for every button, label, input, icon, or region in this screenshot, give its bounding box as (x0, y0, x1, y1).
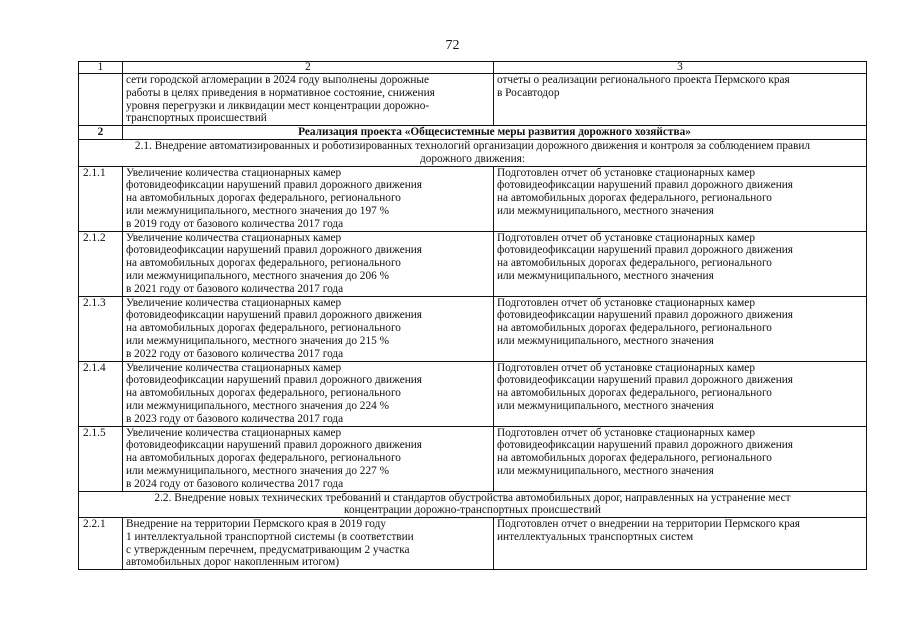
row-result: Подготовлен отчет об установке стационарных камер фотовидеофиксации нарушений правил дорожного движения на автомобильных дорогах федерального, регионального или межмуниципального, местного значения (494, 296, 867, 361)
section-title: Реализация проекта «Общесистемные меры развития дорожного хозяйства» (123, 126, 867, 140)
row-number: 2.2.1 (79, 518, 123, 570)
row-description: Увеличение количества стационарных камер фотовидеофиксации нарушений правил дорожного движения на автомобильных дорогах федерального, регионального или межмуниципального, местного значения до 215 % в 2022 году от базового количества 2017 года (123, 296, 494, 361)
header-col-2: 2 (123, 62, 494, 74)
row-result: Подготовлен отчет об установке стационарных камер фотовидеофиксации нарушений правил дорожного движения на автомобильных дорогах федерального, регионального или межмуниципального, местного значения (494, 426, 867, 491)
row-number: 2.1.3 (79, 296, 123, 361)
row-description: Увеличение количества стационарных камер фотовидеофиксации нарушений правил дорожного движения на автомобильных дорогах федерального, регионального или межмуниципального, местного значения до 224 % в 2023 году от базового количества 2017 года (123, 361, 494, 426)
plan-table (78, 61, 867, 570)
subsection-row (79, 491, 867, 518)
row-description: Увеличение количества стационарных камер фотовидеофиксации нарушений правил дорожного движения на автомобильных дорогах федерального, регионального или межмуниципального, местного значения до 206 % в 2021 году от базового количества 2017 года (123, 231, 494, 296)
row-result: Подготовлен отчет об установке стационарных камер фотовидеофиксации нарушений правил дорожного движения на автомобильных дорогах федерального, регионального или межмуниципального, местного значения (494, 166, 867, 231)
row-number: 2.1.5 (79, 426, 123, 491)
table-row (79, 296, 867, 361)
continuation-description: сети городской агломерации в 2024 году выполнены дорожные работы в целях приведения в нормативное состояние, снижения уровня перегрузки и ликвидации мест концентрации дорожно- транспортных происшествий (123, 74, 494, 126)
row-number: 2.1.2 (79, 231, 123, 296)
row-result: Подготовлен отчет об установке стационарных камер фотовидеофиксации нарушений правил дорожного движения на автомобильных дорогах федерального, регионального или межмуниципального, местного значения (494, 231, 867, 296)
header-col-3: 3 (494, 62, 867, 74)
subsection-title: 2.1. Внедрение автоматизированных и роботизированных технологий организации дорожного движения и контроля за соблюдением правил дорожного движения: (79, 139, 867, 166)
subsection-title: 2.2. Внедрение новых технических требований и стандартов обустройства автомобильных дорог, направленных на устранение мест концентрации дорожно-транспортных происшествий (79, 491, 867, 518)
row-number: 2.1.4 (79, 361, 123, 426)
row-result: Подготовлен отчет о внедрении на территории Пермского края интеллектуальных транспортных систем (494, 518, 867, 570)
table-row (79, 231, 867, 296)
continuation-row (79, 74, 867, 126)
section-row (79, 126, 867, 140)
page-number: 72 (445, 38, 460, 53)
table-header-row (79, 62, 867, 74)
row-description: Увеличение количества стационарных камер фотовидеофиксации нарушений правил дорожного движения на автомобильных дорогах федерального, регионального или межмуниципального, местного значения до 197 % в 2019 году от базового количества 2017 года (123, 166, 494, 231)
row-result: Подготовлен отчет об установке стационарных камер фотовидеофиксации нарушений правил дорожного движения на автомобильных дорогах федерального, регионального или межмуниципального, местного значения (494, 361, 867, 426)
row-description: Внедрение на территории Пермского края в 2019 году 1 интеллектуальной транспортной системы (в соответствии с утвержденным перечнем, предусматривающим 2 участка автомобильных дорог накопленным итогом) (123, 518, 494, 570)
table-row (79, 166, 867, 231)
header-col-1: 1 (79, 62, 123, 74)
table-row (79, 426, 867, 491)
subsection-row (79, 139, 867, 166)
row-number: 2.1.1 (79, 166, 123, 231)
continuation-num (79, 74, 123, 126)
table-row (79, 518, 867, 570)
row-description: Увеличение количества стационарных камер фотовидеофиксации нарушений правил дорожного движения на автомобильных дорогах федерального, регионального или межмуниципального, местного значения до 227 % в 2024 году от базового количества 2017 года (123, 426, 494, 491)
section-number: 2 (79, 126, 123, 140)
continuation-result: отчеты о реализации регионального проекта Пермского края в Росавтодор (494, 74, 867, 126)
table-row (79, 361, 867, 426)
